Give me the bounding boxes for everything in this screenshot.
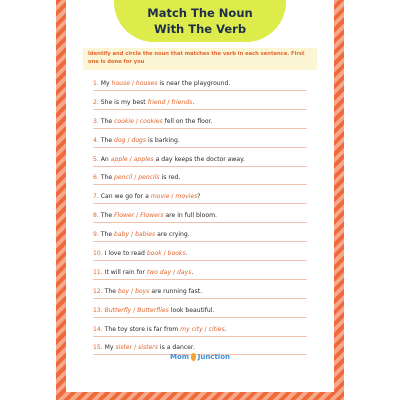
item-number: 2. — [93, 98, 99, 106]
item-number: 13. — [93, 306, 103, 314]
noun-option-plural[interactable]: cities — [208, 325, 225, 333]
sentence-end: is barking. — [148, 136, 180, 144]
item-number: 10. — [93, 250, 103, 258]
logo-text-mom: Mom — [170, 353, 190, 361]
option-separator: / — [131, 306, 138, 314]
list-item — [93, 305, 323, 324]
row-divider — [93, 222, 307, 223]
item-number: 5. — [93, 155, 99, 163]
row-divider — [93, 147, 307, 148]
list-item — [93, 116, 323, 135]
noun-option-plural[interactable]: days — [177, 268, 192, 276]
list-item — [93, 154, 323, 173]
noun-option-singular[interactable]: my city — [180, 325, 203, 333]
noun-option-plural[interactable]: cookies — [139, 117, 163, 125]
sentence-start: The — [100, 117, 113, 125]
noun-option-plural[interactable]: movies — [175, 193, 198, 201]
option-separator: / — [133, 117, 140, 125]
noun-option-singular[interactable]: house — [111, 80, 130, 87]
row-divider — [93, 260, 307, 261]
noun-option-singular[interactable]: sister — [115, 344, 133, 352]
option-separator: / — [165, 98, 172, 106]
noun-option-singular[interactable]: Butterfly — [104, 306, 132, 314]
list-item — [93, 248, 323, 267]
item-number: 14. — [93, 325, 103, 333]
option-separator: / — [169, 193, 176, 201]
logo-text-junction: Junction — [197, 353, 230, 361]
noun-option-singular[interactable]: friend — [147, 98, 166, 106]
sentence-end: is near the playground. — [159, 80, 231, 87]
row-divider — [93, 298, 307, 299]
noun-option-singular[interactable]: boy — [117, 287, 130, 295]
sentence-start: My — [104, 344, 114, 352]
option-separator: / — [132, 344, 139, 352]
noun-option-singular[interactable]: movie — [150, 193, 170, 201]
option-separator: / — [134, 212, 141, 220]
noun-option-singular[interactable]: cookie — [114, 117, 134, 125]
item-number: 3. — [93, 117, 99, 125]
logo-person-icon — [191, 353, 196, 361]
noun-option-plural[interactable]: dogs — [131, 136, 147, 144]
noun-option-plural[interactable]: Flowers — [140, 212, 164, 220]
item-number: 15. — [93, 344, 103, 352]
noun-option-singular[interactable]: dog — [114, 136, 126, 144]
row-divider — [93, 166, 307, 167]
noun-option-singular[interactable]: apple — [110, 155, 128, 163]
item-number: 8. — [93, 212, 99, 220]
noun-option-plural[interactable]: sisters — [138, 344, 158, 352]
sentence-end: are crying. — [157, 231, 190, 239]
item-number: 12. — [93, 287, 103, 295]
option-separator: / — [129, 80, 136, 87]
noun-option-plural[interactable]: books — [167, 250, 186, 258]
noun-option-plural[interactable]: boys — [135, 287, 150, 295]
item-number: 7. — [93, 193, 99, 201]
noun-option-singular[interactable]: baby — [114, 231, 130, 239]
sentence-list — [93, 78, 323, 361]
list-item — [93, 78, 323, 97]
title-line-2: With The Verb — [153, 22, 247, 36]
worksheet-title — [114, 5, 286, 37]
row-divider — [93, 109, 307, 110]
row-divider — [93, 90, 307, 91]
worksheet-page — [66, 0, 334, 392]
sentence-start: Can we go for a — [100, 193, 149, 201]
sentence-start: The — [100, 174, 113, 182]
item-number: 4. — [93, 136, 99, 144]
list-item — [93, 286, 323, 305]
sentence-end: look beautiful. — [170, 306, 215, 314]
item-number: 6. — [93, 174, 99, 182]
noun-option-singular[interactable]: book — [146, 250, 162, 258]
momjunction-logo — [170, 350, 230, 364]
row-divider — [93, 203, 307, 204]
list-item — [93, 324, 323, 343]
row-divider — [93, 336, 307, 337]
sentence-start: The — [100, 136, 113, 144]
sentence-end: ? — [197, 193, 201, 201]
list-item — [93, 172, 323, 191]
option-separator: / — [171, 268, 177, 276]
list-item — [93, 135, 323, 154]
noun-option-plural[interactable]: Butterflies — [137, 306, 169, 314]
row-divider — [93, 279, 307, 280]
row-divider — [93, 184, 307, 185]
sentence-start: An — [100, 155, 109, 163]
item-number: 11. — [93, 268, 103, 276]
list-item — [93, 267, 323, 286]
option-separator: / — [129, 231, 136, 239]
sentence-start: My — [100, 80, 110, 87]
item-number: 1. — [93, 80, 99, 87]
sentence-end: . — [185, 250, 188, 258]
option-separator: / — [161, 250, 168, 258]
noun-option-plural[interactable]: friends — [171, 98, 193, 106]
sentence-end: . — [191, 268, 194, 276]
list-item — [93, 191, 323, 210]
sentence-start: The — [104, 287, 116, 295]
noun-option-singular[interactable]: two day — [146, 268, 172, 276]
noun-option-singular[interactable]: pencil — [114, 174, 133, 182]
sentence-end: . — [224, 325, 227, 333]
row-divider — [93, 317, 307, 318]
row-divider — [93, 128, 307, 129]
list-item — [93, 97, 323, 116]
noun-option-plural[interactable]: pencils — [138, 174, 160, 182]
noun-option-plural[interactable]: apples — [133, 155, 154, 163]
list-item — [93, 210, 323, 229]
option-separator: / — [202, 325, 209, 333]
sentence-end: fell on the floor. — [164, 117, 213, 125]
row-divider — [93, 241, 307, 242]
sentence-start: The toy store is far from — [104, 325, 179, 333]
sentence-start: The — [100, 212, 113, 220]
title-line-1: Match The Noun — [147, 6, 253, 20]
sentence-start: The — [100, 231, 113, 239]
option-separator: / — [129, 287, 136, 295]
item-number: 9. — [93, 231, 99, 239]
noun-option-plural[interactable]: houses — [135, 80, 158, 87]
option-separator: / — [127, 155, 134, 163]
option-separator: / — [125, 136, 132, 144]
sentence-end: are in full bloom. — [165, 212, 217, 220]
sentence-start: I love to read — [104, 250, 145, 258]
noun-option-singular[interactable]: Flower — [114, 212, 135, 220]
worksheet-border — [56, 0, 344, 400]
noun-option-plural[interactable]: babies — [135, 231, 156, 239]
sentence-start: It will rain for — [104, 268, 145, 276]
sentence-end: is red. — [161, 174, 181, 182]
sentence-end: are running fast. — [151, 287, 203, 295]
sentence-start: She is my best — [100, 98, 146, 106]
sentence-end: is a dancer. — [159, 344, 195, 352]
option-separator: / — [132, 174, 139, 182]
list-item — [93, 229, 323, 248]
instructions-box: Identify and circle the noun that matches the verb in each sentence. First one is done for you — [83, 48, 317, 70]
sentence-end: a day keeps the doctor away. — [155, 155, 245, 163]
sentence-end: . — [192, 98, 195, 106]
